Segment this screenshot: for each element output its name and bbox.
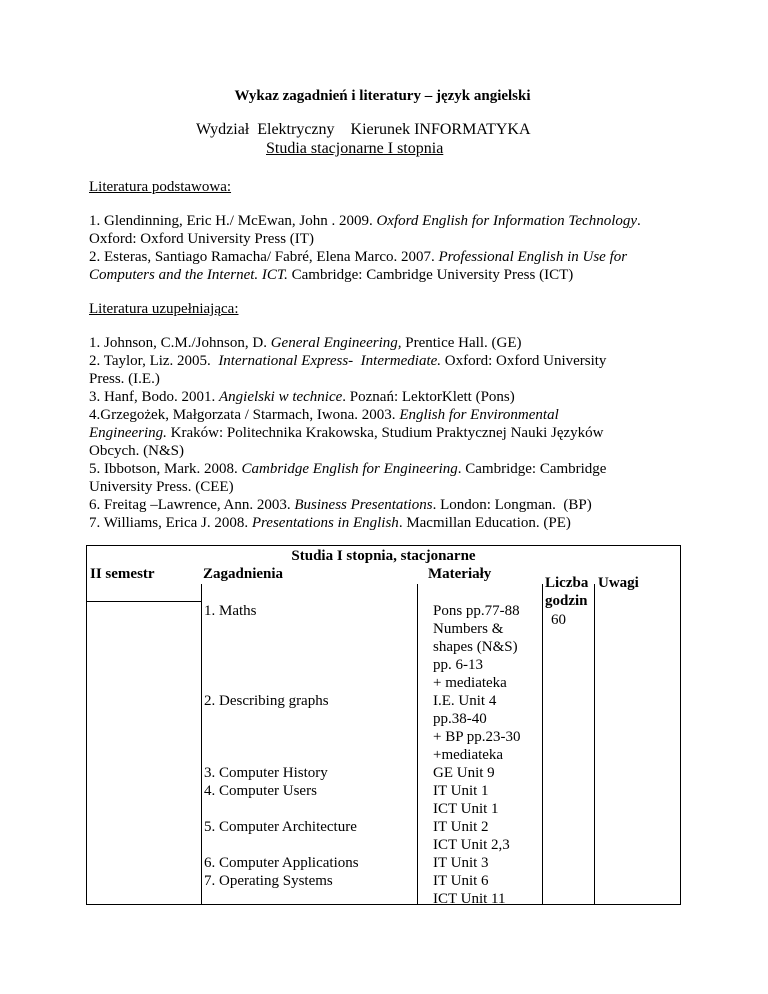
material-line: GE Unit 9 [433,765,495,781]
material-line: IT Unit 3 [433,855,489,871]
literature-item: 6. Freitag –Lawrence, Ann. 2003. Business Presentations. London: Longman. (BP) [89,497,592,513]
material-line: Numbers & [433,621,504,637]
topic-item: 1. Maths [204,603,257,619]
basic-literature-item [89,248,689,284]
faculty-line: Wydział Elektryczny Kierunek INFORMATYKA [196,121,531,138]
material-line: IT Unit 2 [433,819,489,835]
topic-item: 5. Computer Architecture [204,819,357,835]
table-caption: Studia I stopnia, stacjonarne [291,548,476,564]
literature-item: 2. Taylor, Liz. 2005. International Express- Intermediate. Oxford: Oxford University [89,353,607,369]
topic-item: 6. Computer Applications [204,855,359,871]
hours-header: Liczba godzin [545,575,589,609]
material-line: shapes (N&S) [433,639,518,655]
material-line: I.E. Unit 4 [433,693,497,709]
topic-item: 3. Computer History [204,765,328,781]
hours-value: 60 [551,612,566,628]
materials-header: Materiały [428,566,492,582]
supplementary-literature-heading: Literatura uzupełniająca: [89,301,239,317]
literature-item-cont: University Press. (CEE) [89,479,234,495]
materials-list [433,602,521,908]
notes-header: Uwagi [598,575,639,591]
literature-item: 7. Williams, Erica J. 2008. Presentations in English. Macmillan Education. (PE) [89,515,571,531]
topic-item: 2. Describing graphs [204,693,329,709]
literature-item: 5. Ibbotson, Mark. 2008. Cambridge English for Engineering. Cambridge: Cambridge [89,461,607,477]
literature-text: 2. Esteras, Santiago Ramacha/ Fabré, Elena Marco. 2007. Professional English in Use for Computers and the Internet. ICT. Cambridge: Cambridge University Press (ICT) [89,249,628,283]
curriculum-table [86,545,681,905]
material-line: ICT Unit 11 [433,891,506,907]
literature-item-cont: Obcych. (N&S) [89,443,184,459]
material-line: pp.38-40 [433,711,487,727]
literature-item-cont: Press. (I.E.) [89,371,160,387]
material-line: + mediateka [433,675,507,691]
material-line: Pons pp.77-88 [433,603,520,619]
basic-literature-heading: Literatura podstawowa: [89,179,232,195]
topic-item: 7. Operating Systems [204,873,333,889]
material-line: +mediateka [433,747,504,763]
supplementary-literature-list [89,334,689,532]
literature-item-cont: Engineering. Kraków: Politechnika Krakowska, Studium Praktycznej Nauki Języków [89,425,604,441]
topic-item: 4. Computer Users [204,783,317,799]
topics-header: Zagadnienia [203,566,284,582]
literature-item: 4.Grzegożek, Małgorzata / Starmach, Iwona. 2003. English for Environmental [89,407,559,423]
semester-label: II semestr [90,566,155,582]
material-line: ICT Unit 1 [433,801,499,817]
material-line: ICT Unit 2,3 [433,837,510,853]
literature-text: 1. Glendinning, Eric H./ McEwan, John . 2009. Oxford English for Information Technology. Oxford: Oxford University Press (IT) [89,213,641,247]
literature-item: 1. Johnson, C.M./Johnson, D. General Engineering, Prentice Hall. (GE) [89,335,522,351]
basic-literature-item [89,212,689,248]
material-line: + BP pp.23-30 [433,729,521,745]
material-line: pp. 6-13 [433,657,483,673]
study-line: Studia stacjonarne I stopnia [266,140,444,157]
literature-item: 3. Hanf, Bodo. 2001. Angielski w technice. Poznań: LektorKlett (Pons) [89,389,515,405]
material-line: IT Unit 1 [433,783,489,799]
material-line: IT Unit 6 [433,873,489,889]
document-title: Wykaz zagadnień i literatury – język angielski [234,88,531,104]
